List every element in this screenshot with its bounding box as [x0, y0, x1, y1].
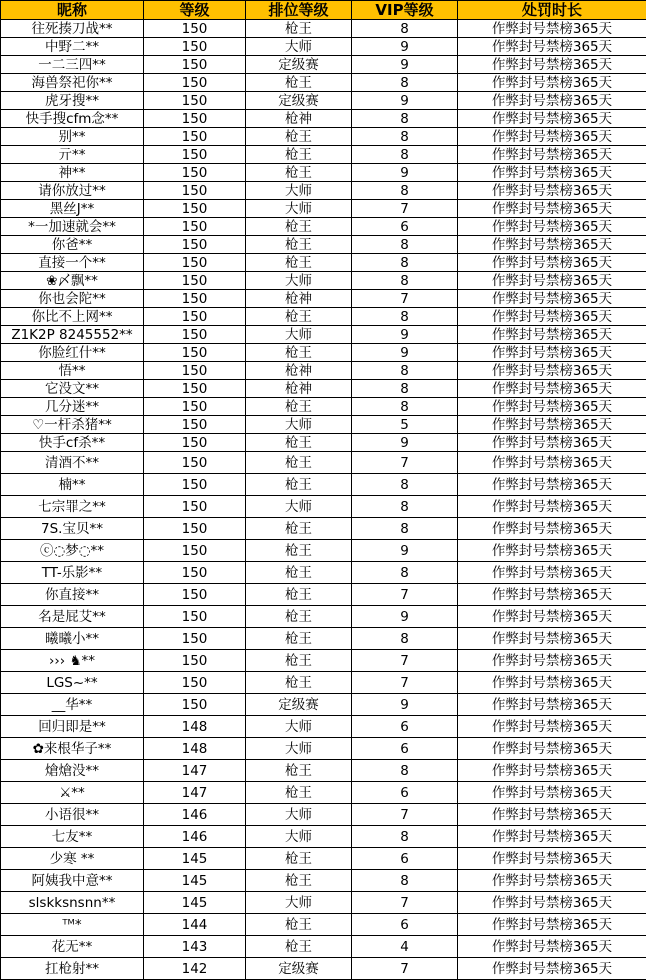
penalty-cell: 作弊封号禁榜365天 — [458, 914, 646, 936]
vip-cell: 9 — [352, 694, 458, 716]
table-row — [1, 326, 646, 344]
level-cell: 150 — [144, 56, 246, 74]
nickname-cell: 7S.宝贝** — [1, 518, 144, 540]
level-cell: 150 — [144, 380, 246, 398]
penalty-cell: 作弊封号禁榜365天 — [458, 562, 646, 584]
vip-cell: 8 — [352, 128, 458, 146]
table-row — [1, 416, 646, 434]
nickname-cell: Z1K2P 8245552** — [1, 326, 144, 344]
level-cell: 150 — [144, 606, 246, 628]
rank-cell: 枪王 — [246, 398, 352, 416]
nickname-cell: 熗熗没** — [1, 760, 144, 782]
table-row — [1, 474, 646, 496]
vip-cell: 8 — [352, 474, 458, 496]
nickname-cell: 悟** — [1, 362, 144, 380]
vip-cell: 8 — [352, 628, 458, 650]
vip-cell: 8 — [352, 870, 458, 892]
table-row — [1, 760, 646, 782]
table-row — [1, 914, 646, 936]
vip-cell: 8 — [352, 496, 458, 518]
vip-cell: 9 — [352, 92, 458, 110]
penalty-cell: 作弊封号禁榜365天 — [458, 272, 646, 290]
table-row — [1, 782, 646, 804]
penalty-cell: 作弊封号禁榜365天 — [458, 474, 646, 496]
rank-cell: 枪王 — [246, 236, 352, 254]
rank-cell: 枪王 — [246, 606, 352, 628]
nickname-cell: 回归即是** — [1, 716, 144, 738]
penalty-cell: 作弊封号禁榜365天 — [458, 74, 646, 92]
vip-cell: 8 — [352, 518, 458, 540]
rank-cell: 大师 — [246, 496, 352, 518]
vip-cell: 8 — [352, 380, 458, 398]
nickname-cell: 清酒不** — [1, 452, 144, 474]
rank-cell: 大师 — [246, 200, 352, 218]
rank-cell: 枪王 — [246, 146, 352, 164]
table-row — [1, 540, 646, 562]
penalty-cell: 作弊封号禁榜365天 — [458, 110, 646, 128]
level-cell: 150 — [144, 74, 246, 92]
vip-cell: 6 — [352, 914, 458, 936]
nickname-cell: ⚔** — [1, 782, 144, 804]
table-row — [1, 628, 646, 650]
vip-cell: 8 — [352, 562, 458, 584]
rank-cell: 枪王 — [246, 474, 352, 496]
rank-cell: 定级赛 — [246, 694, 352, 716]
table-row — [1, 936, 646, 958]
table-row — [1, 344, 646, 362]
rank-cell: 大师 — [246, 182, 352, 200]
table-row — [1, 110, 646, 128]
level-cell: 150 — [144, 628, 246, 650]
rank-cell: 枪王 — [246, 540, 352, 562]
level-cell: 150 — [144, 650, 246, 672]
vip-cell: 9 — [352, 606, 458, 628]
vip-cell: 8 — [352, 362, 458, 380]
penalty-cell: 作弊封号禁榜365天 — [458, 218, 646, 236]
penalty-cell: 作弊封号禁榜365天 — [458, 326, 646, 344]
nickname-cell: ❀〆飘** — [1, 272, 144, 290]
nickname-cell: 你也会陀** — [1, 290, 144, 308]
rank-cell: 枪王 — [246, 936, 352, 958]
penalty-cell: 作弊封号禁榜365天 — [458, 452, 646, 474]
nickname-cell: 往死揍刀战** — [1, 20, 144, 38]
nickname-cell: ♡一杆杀猪** — [1, 416, 144, 434]
vip-cell: 8 — [352, 236, 458, 254]
penalty-cell: 作弊封号禁榜365天 — [458, 848, 646, 870]
level-cell: 148 — [144, 738, 246, 760]
level-cell: 150 — [144, 362, 246, 380]
rank-cell: 枪神 — [246, 380, 352, 398]
table-row — [1, 236, 646, 254]
nickname-cell: 神** — [1, 164, 144, 182]
vip-cell: 7 — [352, 804, 458, 826]
table-row — [1, 308, 646, 326]
level-cell: 150 — [144, 20, 246, 38]
penalty-cell: 作弊封号禁榜365天 — [458, 672, 646, 694]
penalty-cell: 作弊封号禁榜365天 — [458, 146, 646, 164]
table-row — [1, 870, 646, 892]
rank-cell: 大师 — [246, 416, 352, 434]
nickname-cell: 楠** — [1, 474, 144, 496]
rank-cell: 枪王 — [246, 128, 352, 146]
nickname-cell: ⓒ◌梦◌** — [1, 540, 144, 562]
rank-cell: 大师 — [246, 272, 352, 290]
nickname-cell: 快手cf杀** — [1, 434, 144, 452]
rank-cell: 枪王 — [246, 672, 352, 694]
table-row — [1, 74, 646, 92]
penalty-cell: 作弊封号禁榜365天 — [458, 182, 646, 200]
vip-cell: 9 — [352, 326, 458, 344]
table-row — [1, 826, 646, 848]
level-cell: 150 — [144, 344, 246, 362]
level-cell: 144 — [144, 914, 246, 936]
vip-cell: 8 — [352, 398, 458, 416]
table-row — [1, 892, 646, 914]
nickname-cell: __华** — [1, 694, 144, 716]
nickname-cell: 你直接** — [1, 584, 144, 606]
nickname-cell: 直接一个** — [1, 254, 144, 272]
level-cell: 150 — [144, 308, 246, 326]
table-row — [1, 128, 646, 146]
nickname-cell: 阿姨我中意** — [1, 870, 144, 892]
rank-cell: 枪神 — [246, 110, 352, 128]
nickname-cell: ››› ♞** — [1, 650, 144, 672]
table-row — [1, 650, 646, 672]
vip-cell: 9 — [352, 38, 458, 56]
penalty-cell: 作弊封号禁榜365天 — [458, 128, 646, 146]
penalty-cell: 作弊封号禁榜365天 — [458, 362, 646, 380]
vip-cell: 5 — [352, 416, 458, 434]
vip-cell: 8 — [352, 146, 458, 164]
vip-cell: 8 — [352, 254, 458, 272]
nickname-cell: LGS~** — [1, 672, 144, 694]
rank-cell: 枪王 — [246, 452, 352, 474]
rank-cell: 枪王 — [246, 74, 352, 92]
vip-cell: 9 — [352, 56, 458, 74]
nickname-cell: 扛枪射** — [1, 958, 144, 980]
penalty-cell: 作弊封号禁榜365天 — [458, 344, 646, 362]
level-cell: 150 — [144, 540, 246, 562]
penalty-cell: 作弊封号禁榜365天 — [458, 738, 646, 760]
table-row — [1, 182, 646, 200]
nickname-cell: 海兽祭祀你** — [1, 74, 144, 92]
level-cell: 150 — [144, 694, 246, 716]
penalty-cell: 作弊封号禁榜365天 — [458, 870, 646, 892]
vip-cell: 6 — [352, 716, 458, 738]
vip-cell: 7 — [352, 958, 458, 980]
rank-cell: 枪王 — [246, 434, 352, 452]
rank-cell: 定级赛 — [246, 958, 352, 980]
table-row — [1, 38, 646, 56]
level-cell: 147 — [144, 782, 246, 804]
vip-cell: 7 — [352, 672, 458, 694]
nickname-cell: 你脸红什** — [1, 344, 144, 362]
table-row — [1, 848, 646, 870]
level-cell: 150 — [144, 434, 246, 452]
level-cell: 150 — [144, 290, 246, 308]
level-cell: 150 — [144, 452, 246, 474]
rank-cell: 枪王 — [246, 164, 352, 182]
level-cell: 150 — [144, 146, 246, 164]
penalty-cell: 作弊封号禁榜365天 — [458, 804, 646, 826]
penalty-cell: 作弊封号禁榜365天 — [458, 164, 646, 182]
table-row — [1, 146, 646, 164]
level-cell: 150 — [144, 236, 246, 254]
penalty-cell: 作弊封号禁榜365天 — [458, 20, 646, 38]
vip-cell: 7 — [352, 892, 458, 914]
rank-cell: 定级赛 — [246, 56, 352, 74]
level-cell: 150 — [144, 38, 246, 56]
penalty-cell: 作弊封号禁榜365天 — [458, 236, 646, 254]
level-cell: 147 — [144, 760, 246, 782]
level-cell: 148 — [144, 716, 246, 738]
level-cell: 145 — [144, 870, 246, 892]
vip-cell: 6 — [352, 218, 458, 236]
table-row — [1, 200, 646, 218]
nickname-cell: 快手搜cfm念** — [1, 110, 144, 128]
level-cell: 146 — [144, 826, 246, 848]
vip-cell: 9 — [352, 164, 458, 182]
vip-cell: 9 — [352, 434, 458, 452]
level-cell: 150 — [144, 92, 246, 110]
rank-cell: 定级赛 — [246, 92, 352, 110]
penalty-cell: 作弊封号禁榜365天 — [458, 958, 646, 980]
level-cell: 150 — [144, 200, 246, 218]
vip-cell: 7 — [352, 290, 458, 308]
penalty-cell: 作弊封号禁榜365天 — [458, 650, 646, 672]
header-level: 等级 — [144, 1, 246, 20]
rank-cell: 枪王 — [246, 584, 352, 606]
level-cell: 150 — [144, 496, 246, 518]
penalty-cell: 作弊封号禁榜365天 — [458, 308, 646, 326]
table-row — [1, 804, 646, 826]
nickname-cell: slskksnsnn** — [1, 892, 144, 914]
vip-cell: 9 — [352, 344, 458, 362]
level-cell: 150 — [144, 182, 246, 200]
nickname-cell: 请你放过** — [1, 182, 144, 200]
penalty-cell: 作弊封号禁榜365天 — [458, 936, 646, 958]
penalty-cell: 作弊封号禁榜365天 — [458, 398, 646, 416]
vip-cell: 9 — [352, 540, 458, 562]
table-row — [1, 20, 646, 38]
vip-cell: 8 — [352, 272, 458, 290]
penalty-cell: 作弊封号禁榜365天 — [458, 38, 646, 56]
header-rank: 排位等级 — [246, 1, 352, 20]
table-row — [1, 738, 646, 760]
table-row — [1, 380, 646, 398]
penalty-cell: 作弊封号禁榜365天 — [458, 416, 646, 434]
rank-cell: 枪王 — [246, 870, 352, 892]
table-row — [1, 694, 646, 716]
level-cell: 150 — [144, 218, 246, 236]
table-row — [1, 958, 646, 980]
rank-cell: 大师 — [246, 892, 352, 914]
rank-cell: 大师 — [246, 38, 352, 56]
table-row — [1, 398, 646, 416]
level-cell: 150 — [144, 164, 246, 182]
table-row — [1, 254, 646, 272]
level-cell: 150 — [144, 416, 246, 434]
nickname-cell: 一二三四** — [1, 56, 144, 74]
vip-cell: 6 — [352, 848, 458, 870]
rank-cell: 枪王 — [246, 344, 352, 362]
level-cell: 150 — [144, 128, 246, 146]
table-row — [1, 606, 646, 628]
penalty-cell: 作弊封号禁榜365天 — [458, 254, 646, 272]
vip-cell: 6 — [352, 738, 458, 760]
penalty-cell: 作弊封号禁榜365天 — [458, 200, 646, 218]
level-cell: 150 — [144, 398, 246, 416]
penalty-cell: 作弊封号禁榜365天 — [458, 606, 646, 628]
vip-cell: 4 — [352, 936, 458, 958]
header-penalty: 处罚时长 — [458, 1, 646, 20]
vip-cell: 8 — [352, 20, 458, 38]
nickname-cell: 花无** — [1, 936, 144, 958]
rank-cell: 枪王 — [246, 254, 352, 272]
nickname-cell: 别** — [1, 128, 144, 146]
rank-cell: 枪神 — [246, 290, 352, 308]
penalty-cell: 作弊封号禁榜365天 — [458, 760, 646, 782]
vip-cell: 8 — [352, 182, 458, 200]
penalty-cell: 作弊封号禁榜365天 — [458, 540, 646, 562]
penalty-cell: 作弊封号禁榜365天 — [458, 496, 646, 518]
nickname-cell: 它没文** — [1, 380, 144, 398]
level-cell: 150 — [144, 326, 246, 344]
table-row — [1, 584, 646, 606]
rank-cell: 枪王 — [246, 650, 352, 672]
penalty-cell: 作弊封号禁榜365天 — [458, 716, 646, 738]
table-row — [1, 562, 646, 584]
table-row — [1, 218, 646, 236]
nickname-cell: 少寒 ** — [1, 848, 144, 870]
level-cell: 150 — [144, 254, 246, 272]
rank-cell: 枪王 — [246, 562, 352, 584]
penalty-cell: 作弊封号禁榜365天 — [458, 380, 646, 398]
table-row — [1, 452, 646, 474]
penalty-cell: 作弊封号禁榜365天 — [458, 628, 646, 650]
table-row — [1, 518, 646, 540]
nickname-cell: 小语很** — [1, 804, 144, 826]
header-vip: VIP等级 — [352, 1, 458, 20]
penalty-cell: 作弊封号禁榜365天 — [458, 694, 646, 716]
nickname-cell: 你爸** — [1, 236, 144, 254]
vip-cell: 8 — [352, 110, 458, 128]
level-cell: 150 — [144, 272, 246, 290]
level-cell: 143 — [144, 936, 246, 958]
penalty-cell: 作弊封号禁榜365天 — [458, 290, 646, 308]
rank-cell: 枪王 — [246, 628, 352, 650]
rank-cell: 枪王 — [246, 914, 352, 936]
level-cell: 142 — [144, 958, 246, 980]
penalty-cell: 作弊封号禁榜365天 — [458, 56, 646, 74]
vip-cell: 8 — [352, 74, 458, 92]
level-cell: 150 — [144, 110, 246, 128]
vip-cell: 8 — [352, 760, 458, 782]
table-row — [1, 56, 646, 74]
table-row — [1, 672, 646, 694]
table-row — [1, 164, 646, 182]
nickname-cell: 虎牙搜** — [1, 92, 144, 110]
rank-cell: 枪王 — [246, 308, 352, 326]
table-row — [1, 496, 646, 518]
rank-cell: 枪王 — [246, 782, 352, 804]
table-row — [1, 716, 646, 738]
rank-cell: 枪王 — [246, 760, 352, 782]
penalty-cell: 作弊封号禁榜365天 — [458, 892, 646, 914]
nickname-cell: ✿来根华子** — [1, 738, 144, 760]
level-cell: 146 — [144, 804, 246, 826]
rank-cell: 大师 — [246, 826, 352, 848]
penalty-cell: 作弊封号禁榜365天 — [458, 782, 646, 804]
nickname-cell: *一加速就会** — [1, 218, 144, 236]
vip-cell: 6 — [352, 782, 458, 804]
penalty-cell: 作弊封号禁榜365天 — [458, 92, 646, 110]
nickname-cell: 七友** — [1, 826, 144, 848]
penalty-cell: 作弊封号禁榜365天 — [458, 434, 646, 452]
nickname-cell: 几分迷** — [1, 398, 144, 416]
level-cell: 150 — [144, 672, 246, 694]
nickname-cell: 七宗罪之** — [1, 496, 144, 518]
table-row — [1, 272, 646, 290]
level-cell: 150 — [144, 584, 246, 606]
level-cell: 145 — [144, 848, 246, 870]
nickname-cell: TT-乐影** — [1, 562, 144, 584]
nickname-cell: 你比不上网** — [1, 308, 144, 326]
rank-cell: 枪王 — [246, 218, 352, 236]
nickname-cell: ᵀᴹ* — [1, 914, 144, 936]
rank-cell: 大师 — [246, 716, 352, 738]
level-cell: 150 — [144, 518, 246, 540]
level-cell: 145 — [144, 892, 246, 914]
level-cell: 150 — [144, 474, 246, 496]
penalty-cell: 作弊封号禁榜365天 — [458, 584, 646, 606]
table-row — [1, 92, 646, 110]
vip-cell: 7 — [352, 584, 458, 606]
vip-cell: 8 — [352, 826, 458, 848]
rank-cell: 枪王 — [246, 518, 352, 540]
table-body — [1, 20, 646, 980]
vip-cell: 7 — [352, 452, 458, 474]
rank-cell: 枪神 — [246, 362, 352, 380]
rank-cell: 大师 — [246, 326, 352, 344]
nickname-cell: 曦曦小** — [1, 628, 144, 650]
header-row — [1, 1, 646, 20]
nickname-cell: 黑丝J** — [1, 200, 144, 218]
penalty-cell: 作弊封号禁榜365天 — [458, 518, 646, 540]
vip-cell: 7 — [352, 200, 458, 218]
table-row — [1, 290, 646, 308]
penalty-cell: 作弊封号禁榜365天 — [458, 826, 646, 848]
rank-cell: 枪王 — [246, 20, 352, 38]
rank-cell: 枪王 — [246, 848, 352, 870]
rank-cell: 大师 — [246, 738, 352, 760]
level-cell: 150 — [144, 562, 246, 584]
table-row — [1, 434, 646, 452]
nickname-cell: 中野二** — [1, 38, 144, 56]
vip-cell: 8 — [352, 308, 458, 326]
nickname-cell: 名是屁艾** — [1, 606, 144, 628]
header-nickname: 昵称 — [1, 1, 144, 20]
rank-cell: 大师 — [246, 804, 352, 826]
table-row — [1, 362, 646, 380]
nickname-cell: 亓** — [1, 146, 144, 164]
vip-cell: 7 — [352, 650, 458, 672]
